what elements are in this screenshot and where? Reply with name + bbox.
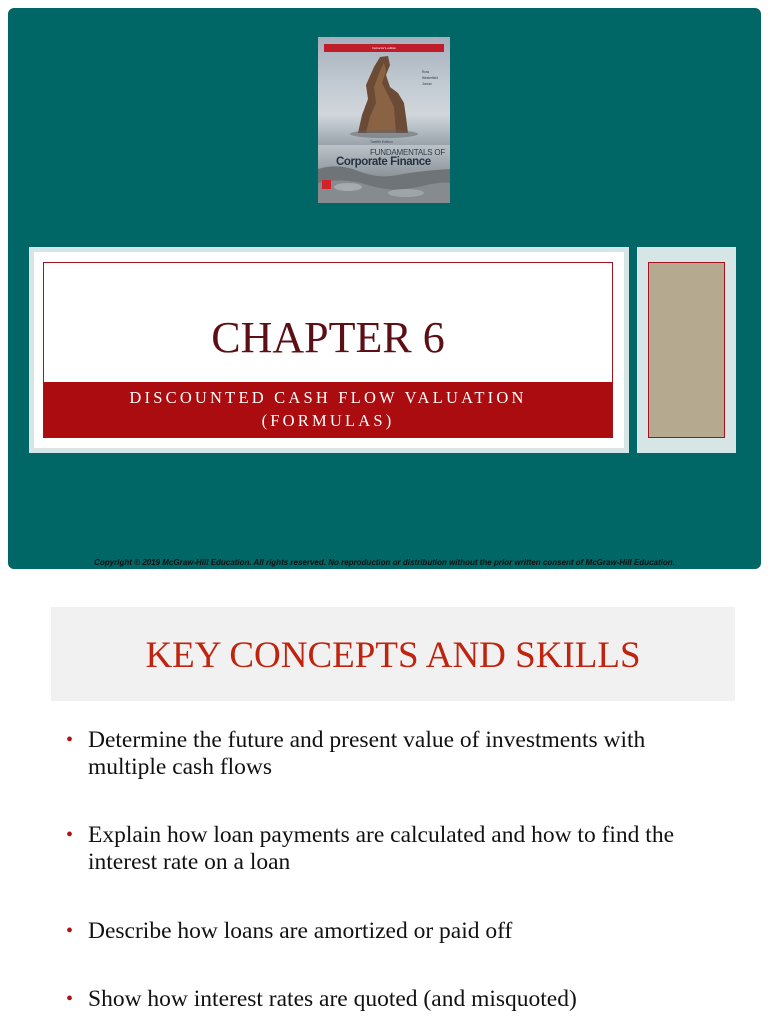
cover-authors bbox=[422, 69, 448, 87]
subtitle-line1: DISCOUNTED CASH FLOW VALUATION bbox=[129, 388, 527, 407]
list-item bbox=[66, 986, 746, 1013]
subtitle-line2: (FORMULAS) bbox=[261, 411, 395, 430]
publisher-logo bbox=[322, 180, 331, 189]
cover-author: Jordan bbox=[422, 82, 432, 86]
book-cover-image bbox=[318, 37, 450, 203]
bullet-line: Explain how loan payments are calculated and how to find the bbox=[88, 822, 675, 848]
slide-heading: KEY CONCEPTS AND SKILLS bbox=[145, 635, 641, 676]
side-panel-inner bbox=[648, 262, 725, 438]
cover-title-line2: Corporate Finance bbox=[336, 156, 431, 168]
cover-author: Westerfield bbox=[422, 76, 438, 80]
chapter-subtitle bbox=[44, 382, 612, 437]
rock-sea-illustration bbox=[318, 37, 450, 203]
bullet-text: Describe how loans are amortized or paid off bbox=[88, 918, 513, 944]
list-item bbox=[66, 918, 746, 945]
title-panel bbox=[29, 247, 629, 453]
bullet-icon: • bbox=[66, 824, 74, 846]
list-item bbox=[66, 727, 746, 781]
title-slide bbox=[8, 8, 761, 569]
cover-band: Instructor's edition bbox=[324, 44, 444, 52]
cover-title-line1: FUNDAMENTALS OF bbox=[370, 148, 446, 157]
bullet-line: interest rate on a loan bbox=[88, 849, 291, 875]
chapter-title: CHAPTER 6 bbox=[211, 313, 445, 362]
heading-box bbox=[51, 607, 735, 701]
bullet-text bbox=[88, 822, 674, 876]
side-panel bbox=[637, 247, 736, 453]
list-item bbox=[66, 822, 746, 876]
bullet-icon: • bbox=[66, 920, 74, 942]
copyright-notice: Copyright © 2019 McGraw-Hill Education. All rights reserved. No reproduction or distribution without the prior written consent of McGraw-Hill Education. bbox=[94, 558, 675, 567]
bullet-icon: • bbox=[66, 988, 74, 1010]
bullet-line: multiple cash flows bbox=[88, 754, 273, 780]
cover-edition: Twelfth Edition bbox=[370, 140, 393, 144]
bullet-text: Show how interest rates are quoted (and misquoted) bbox=[88, 986, 577, 1012]
cover-author: Ross bbox=[422, 70, 430, 74]
bullet-icon: • bbox=[66, 729, 74, 751]
title-panel-inner bbox=[43, 262, 613, 438]
bullet-line: Determine the future and present value of investments with bbox=[88, 727, 646, 753]
bullet-text bbox=[88, 727, 645, 781]
